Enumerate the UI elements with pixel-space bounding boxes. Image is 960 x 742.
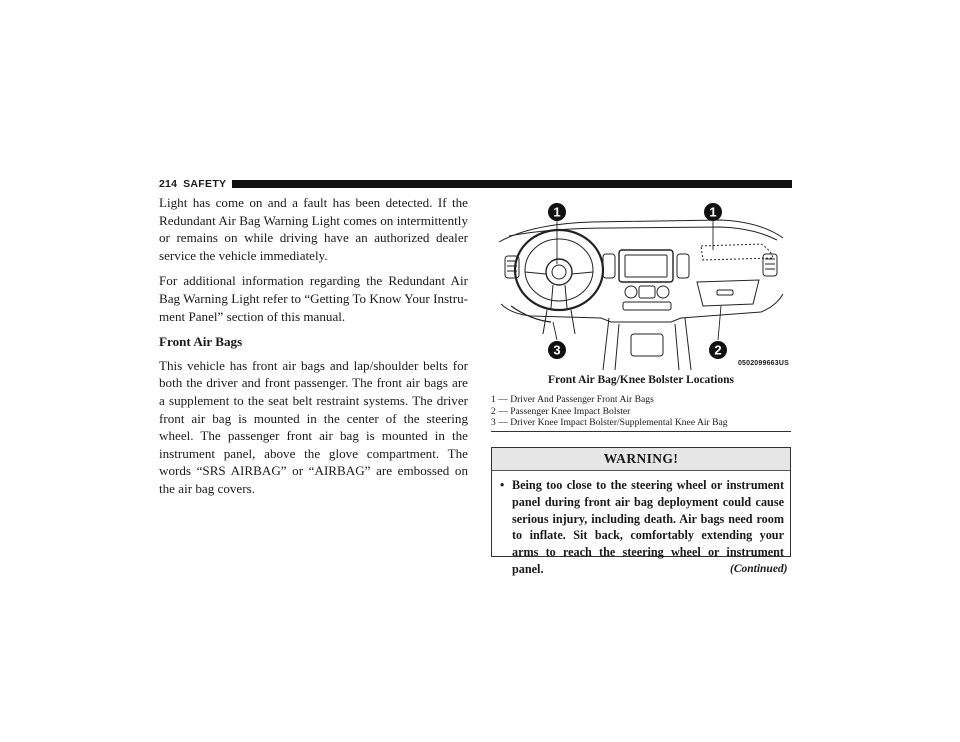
warning-body [492,471,790,578]
section-title: SAFETY [183,178,227,190]
callout-3-label: 3 [553,342,561,358]
passenger-airbag-panel [701,244,773,260]
driver-airbag-hub [546,259,572,285]
header-rule [232,180,792,188]
center-console [603,318,691,370]
callout-1-passenger-label: 1 [709,204,717,220]
steering-wheel [515,230,603,310]
paragraph-front-air-bags: This vehicle has front air bags and lap/shoulder belts for both the driver and front passenger. The front air bags are a supplement to the seat belt restraint systems. The driver front air bag is mounted in the center of the steering wheel. The passenger front air bag is mounted in the instrument panel, above the glove compartment. The words “SRS AIRBAG” or “AIRBAG” are embossed on the air bag covers. [159,357,468,496]
legend-item-1: 1 — Driver And Passenger Front Air Bags [491,394,654,405]
continued-label: (Continued) [730,563,788,575]
callout-1-driver-label: 1 [553,204,561,220]
page-header [159,178,792,190]
leader-line-3 [553,322,557,340]
figure-code: 0502099663US [737,360,789,367]
windshield-base [509,227,777,240]
legend-item-2: 2 — Passenger Knee Impact Bolster [491,405,631,417]
warning-bullet: • [500,478,505,492]
right-vent [763,254,777,276]
dashboard-figure [491,194,791,370]
warning-title: WARNING! [492,448,790,471]
control-knob-right [657,286,669,298]
callout-2-label: 2 [714,342,722,358]
dashboard-illustration [491,194,791,370]
legend-item-3: 3 — Driver Knee Impact Bolster/Supplemental Knee Air Bag [491,417,728,428]
glove-compartment [697,280,759,306]
warning-text: Being too close to the steering wheel or instrument panel during front air bag deployment could cause serious injury, including death. Air bags need room to inflate. Sit back, comfortably extending your arms to reach the steering wheel or instrument panel. [512,478,784,576]
center-vent-left [603,254,615,278]
heading-front-air-bags: Front Air Bags [159,334,243,350]
glove-handle [717,290,733,295]
control-knob-left [625,286,637,298]
paragraph-warning-light: Light has come on and a fault has been detected. If the Redundant Air Bag Warning Light comes on intermittently or remains on while driving have an authorized dealer service the vehicle immediately. [159,195,468,263]
leader-line-2 [718,306,721,340]
left-column [159,194,468,506]
figure-caption: Front Air Bag/Knee Bolster Locations [548,374,734,386]
paragraph-additional-info: For additional information regarding the Redundant Air Bag Warning Light refer to “Getting To Know Your Instru-ment Panel” section of this manual. [159,273,468,324]
figure-legend [491,394,791,432]
page-number: 214 [159,178,178,190]
center-vent-right [677,254,689,278]
